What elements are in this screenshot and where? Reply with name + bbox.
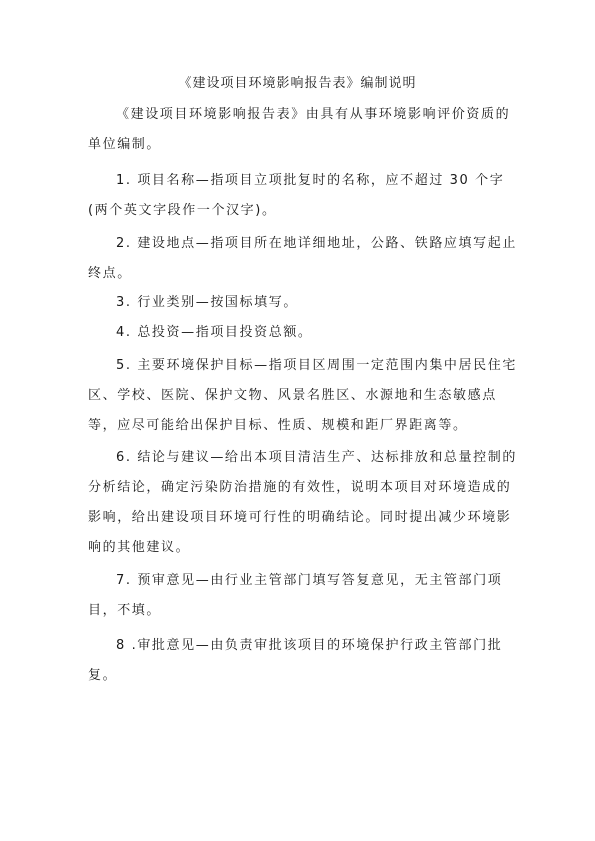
item-total-investment: 4. 总投资—指项目投资总额。 xyxy=(116,325,313,340)
item-industry-category: 3. 行业类别—按国标填写。 xyxy=(116,295,298,310)
document-title: 《建设项目环境影响报告表》编制说明 xyxy=(178,76,417,91)
item-preliminary-review: 7. 预审意见—由行业主管部门填写答复意见，无主管部门项目，不填。 xyxy=(88,573,503,618)
item-project-name: 1. 项目名称—指项目立项批复时的名称，应不超过 30 个字(两个英文字段作一个汉字)。 xyxy=(88,173,505,218)
item-construction-site: 2. 建设地点—指项目所在地详细地址，公路、铁路应填写起止终点。 xyxy=(88,236,517,281)
item-conclusions: 6. 结论与建议—给出本项目清洁生产、达标排放和总量控制的分析结论，确定污染防治措施的有效性，说明本项目对环境造成的影响，给出建设项目环境可行性的明确结论。同时提出减少环境影响的其他建议。 xyxy=(88,450,517,555)
item-protection-targets: 5. 主要环境保护目标—指项目区周围一定范围内集中居民住宅区、学校、医院、保护文物、风景名胜区、水源地和生态敏感点等，应尽可能给出保护目标、性质、规模和距厂界距离等。 xyxy=(88,358,517,433)
intro-paragraph: 《建设项目环境影响报告表》由具有从事环境影响评价资质的单位编制。 xyxy=(88,107,511,152)
item-approval-opinion: 8 .审批意见—由负责审批该项目的环境保护行政主管部门批复。 xyxy=(88,638,503,683)
